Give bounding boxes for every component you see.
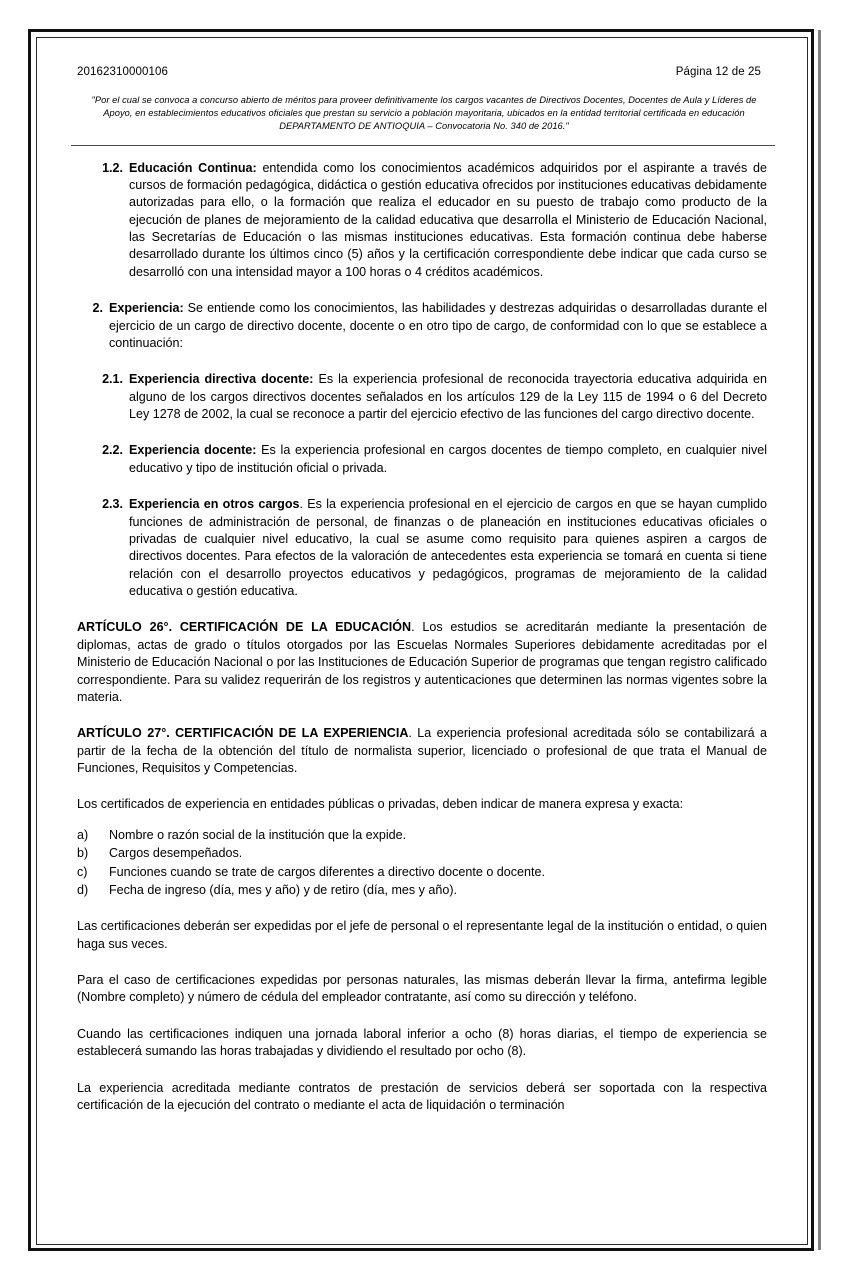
list-item [77, 882, 767, 899]
document-page [37, 38, 807, 1244]
list-item-text [109, 300, 767, 352]
list-item-lead: Educación Continua: [129, 160, 257, 175]
list-item-2-1 [77, 371, 767, 423]
list-item-label: Funciones cuando se trate de cargos diferentes a directivo docente o docente. [109, 864, 545, 879]
list-item-label: Fecha de ingreso (día, mes y año) y de retiro (día, mes y año). [109, 882, 457, 897]
article-26-title: ARTÍCULO 26°. CERTIFICACIÓN DE LA EDUCACIÓN [77, 620, 412, 635]
list-item-lead: Experiencia en otros cargos [129, 497, 300, 512]
document-body [67, 160, 781, 1115]
list-item-text [129, 160, 767, 282]
list-marker: 1.2. [102, 160, 123, 175]
list-item-2-2 [77, 442, 767, 477]
header-divider [71, 145, 775, 146]
list-marker: 2.1. [102, 372, 123, 387]
list-item-label: Nombre o razón social de la institución que la expide. [109, 827, 407, 842]
list-item-lead: Experiencia directiva docente: [129, 372, 314, 387]
list-marker: d) [77, 882, 89, 897]
list-item-lead: Experiencia: [109, 301, 184, 316]
list-item-body: Es la experiencia profesional en cargos docentes de tiempo completo, en cualquier nivel educativo y tipo de institución oficial o privada. [129, 443, 767, 475]
list-item-2 [77, 300, 767, 352]
list-item-body: Es la experiencia profesional de reconocida trayectoria educativa adquirida en alguno de los cargos directivos docentes señalados en los artículos 129 de la Ley 115 de 1994 o 6 del Decreto Ley 1278 de 2002, la cual se reconoce a partir del ejercicio efectivo de las funciones del cargo directivo docente. [129, 372, 767, 422]
lettered-requirements-list [77, 827, 767, 900]
article-27-text: . La experiencia profesional acreditada sólo se contabilizará a partir de la fecha de la obtención del título de normalista superior, licenciado o profesional de que trata el Manual de Funciones, Requisitos y Competencias. [77, 726, 767, 776]
list-item-label: Cargos desempeñados. [109, 846, 243, 861]
list-marker: a) [77, 827, 89, 842]
header-epigraph: "Por el cual se convoca a concurso abierto de méritos para proveer definitivamente los cargos vacantes de Directivos Docentes, Docentes de Aula y Líderes de Apoyo, en establecimientos educativos oficiales que prestan su servicio a población mayoritaria, ubicados en la entidad territorial certificada en educación DEPARTAMENTO DE ANTIOQUIA – Convocatoria No. 340 de 2016." [91, 95, 757, 132]
document-code: 20162310000106 [77, 66, 168, 78]
page-number: Página 12 de 25 [675, 66, 761, 78]
list-item-lead: Experiencia docente: [129, 443, 257, 458]
list-marker: 2.3. [102, 497, 123, 512]
list-item-body: . Es la experiencia profesional en el ejercicio de cargos en que se hayan cumplido funciones de administración de personal, de finanzas o de planeación en instituciones educativas oficiales o privadas de cualquier nivel educativo, la cual se asume como requisito para quienes aspiren a cargos de directivos docentes. Para efectos de la valoración de antecedentes esta experiencia se tomará en cuenta si tiene relación con el desarrollo proyectos educativos y pedagógicos, programas de mejoramiento de la calidad educativa o gestión educativa. [129, 497, 767, 599]
scanned-page-inner-border [36, 37, 808, 1245]
scanned-page-frame [28, 29, 814, 1251]
list-item [77, 827, 767, 844]
paragraph-expedidas: Las certificaciones deberán ser expedidas por el jefe de personal o el representante legal de la institución o entidad, o quien haga sus veces. [77, 919, 767, 951]
list-item-1-2 [77, 160, 767, 282]
list-item-text [129, 496, 767, 600]
list-item-body: entendida como los conocimientos académicos adquiridos por el aspirante a través de cursos de formación pedagógica, didáctica o gestión educativa ofrecidos por instituciones educativas debidamente autorizadas para ello, o la formación que realiza el educador en su puesto de trabajo como producto de la ejecución de planes de mejoramiento de la calidad educativa que desarrolla el Ministerio de Educación Nacional, las Secretarías de Educación o las mismas instituciones educativas. Esta formación continua debe haberse desarrollado durante los últimos cinco (5) años y la certificación correspondiente debe indicar que cada curso se desarrolló con una intensidad mayor a 100 horas o 4 créditos académicos. [129, 160, 767, 279]
paragraph-jornada-laboral: Cuando las certificaciones indiquen una jornada laboral inferior a ocho (8) horas diarias, el tiempo de experiencia se establecerá sumando las horas trabajadas y dividiendo el resultado por ocho (8). [77, 1026, 767, 1059]
list-marker: 2.2. [102, 443, 123, 458]
paragraph-certificados: Los certificados de experiencia en entidades públicas o privadas, deben indicar de manera expresa y exacta: [77, 797, 684, 812]
article-26-paragraph [77, 619, 767, 706]
list-item [77, 845, 767, 862]
document-header [67, 66, 781, 78]
list-item-text [129, 371, 767, 423]
article-27-title: ARTÍCULO 27°. CERTIFICACIÓN DE LA EXPERIENCIA [77, 726, 409, 741]
paragraph-contratos-prestacion: La experiencia acreditada mediante contratos de prestación de servicios deberá ser soportada con la respectiva certificación de la ejecución del contrato o mediante el acta de liquidación o terminación [77, 1080, 767, 1112]
list-item [77, 864, 767, 881]
list-item-2-3 [77, 496, 767, 600]
paragraph-personas-naturales: Para el caso de certificaciones expedidas por personas naturales, las mismas deberán llevar la firma, antefirma legible (Nombre completo) y número de cédula del empleador contratante, así como su dirección y teléfono. [77, 973, 767, 1005]
list-item-body: Se entiende como los conocimientos, las habilidades y destrezas adquiridas o desarrolladas durante el ejercicio de un cargo de directivo docente, docente o en otro tipo de cargo, de conformidad con lo que se establece a continuación: [109, 301, 767, 350]
article-27-paragraph [77, 725, 767, 777]
list-marker: b) [77, 846, 89, 861]
list-marker: c) [77, 864, 88, 879]
list-marker: 2. [92, 301, 103, 316]
article-26-text: . Los estudios se acreditarán mediante la presentación de diplomas, actas de grado o títulos otorgados por las Escuelas Normales Superiores debidamente acreditadas por el Ministerio de Educación Nacional o por las Instituciones de Educación Superior de programas que tengan registro calificado correspondiente. Para su validez requerirán de los registros y autenticaciones que determinen las normas vigentes sobre la materia. [77, 620, 768, 704]
scan-edge-right [818, 30, 821, 1250]
list-item-text [129, 442, 767, 477]
